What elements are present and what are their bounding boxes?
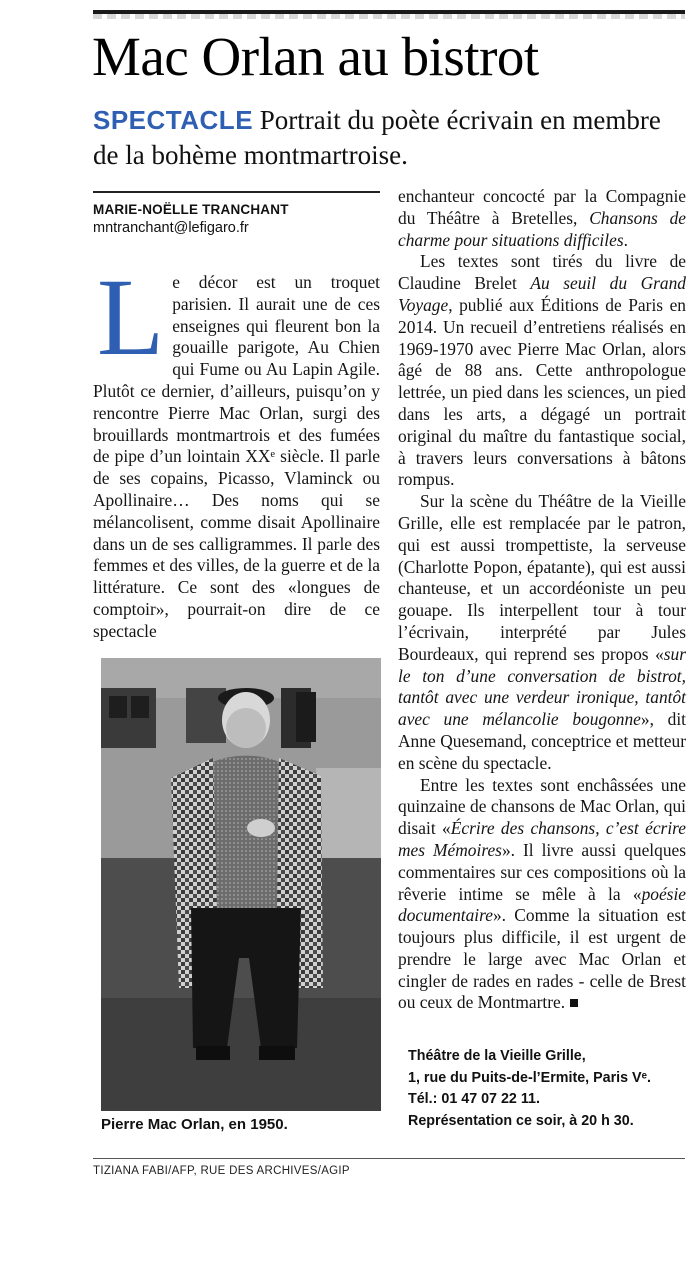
photo-caption: Pierre Mac Orlan, en 1950. [101, 1116, 288, 1133]
kicker-label: SPECTACLE [93, 105, 254, 135]
byline-rule [93, 191, 380, 193]
venue-address: 1, rue du Puits-de-l’Ermite, Paris Vᵉ. [408, 1069, 651, 1086]
portrait-photo [101, 658, 381, 1111]
author-name: MARIE-NOËLLE TRANCHANT [93, 202, 289, 217]
body-paragraph: Entre les textes sont enchâssées une quinzaine de chansons de Mac Orlan, qui disait «Écrire des chansons, c’est écrire mes Mémoires». Il livre aussi quelques commentaires sur ces compositions où la rêverie intime se mêle à la «poésie documentaire». Comme la situation est toujours plus difficile, il est urgent de prendre le large avec Mac Orlan et cingler de rades en rades - celle de Brest ou ceux de Montmartre. [398, 774, 686, 1013]
venue-name: Théâtre de la Vieille Grille, [408, 1048, 586, 1064]
deck-text: Portrait du poète écrivain en membre de la bohème montmartroise. [93, 105, 661, 170]
photo-image [101, 658, 381, 1111]
body-paragraph: enchanteur concocté par la Compagnie du Théâtre à Bretelles, Chansons de charme pour situations difficiles. [398, 186, 686, 250]
headline: Mac Orlan au bistrot [92, 26, 539, 87]
drop-cap: L [97, 256, 165, 378]
body-paragraph: Sur la scène du Théâtre de la Vieille Grille, elle est remplacée par le patron, qui est aussi trompettiste, la serveuse (Charlotte Popon, épatante), qui est aussi chanteuse, et un accordéoniste un peu gouape. Ils interpellent tour à tour l’écrivain, interprété par Jules Bourdeaux, qui reprend ses propos «sur le ton d’une conversation de bistrot, tantôt avec une verdeur ironique, tantôt avec une mélancolie bougonne», dit Anne Quesemand, conceptrice et metteur en scène du spectacle. [398, 491, 686, 773]
author-email[interactable]: mntranchant@lefigaro.fr [93, 220, 249, 236]
venue-phone: Tél.: 01 47 07 22 11. [408, 1091, 540, 1107]
right-column [398, 186, 686, 1014]
credit-rule [93, 1158, 685, 1159]
body-paragraph: Les textes sont tirés du livre de Claudine Brelet Au seuil du Grand Voyage, publié aux Éditions de Paris en 2014. Un recueil d’entretiens réalisés en 1969-1970 avec Pierre Mac Orlan, alors âgé de 88 ans. Cette anthropologue lettrée, un pied dans les sciences, un pied dans les arts, a dégagé un portrait original du maître du fantastique social, à travers leurs conversations à bâtons rompus. [398, 251, 686, 490]
left-column [93, 256, 380, 643]
top-rule-shadow [93, 14, 685, 19]
deck [93, 103, 688, 173]
venue-info [408, 1046, 651, 1132]
body-paragraph: e décor est un troquet parisien. Il aurait une de ces enseignes qui fleurent bon la gouaille parigote, Au Chien qui Fume ou Au Lapin Agile. Plutôt ce dernier, d’ailleurs, puisqu’on y rencontre Pierre Mac Orlan, surgi des brouillards montmartrois et des fumées de pipe d’un lointain XXᵉ siècle. Il parle de ses copains, Picasso, Vlaminck ou Apollinaire… Des noms qui se mélancolisent, comme disait Apollinaire dans un de ses calligrammes. Il parle des femmes et des villes, de la guerre et de la littérature. Ce sont des «longues de comptoir», pourrait-on dire de ce spectacle [93, 272, 380, 641]
end-mark-icon [570, 999, 578, 1007]
photo-credit: TIZIANA FABI/AFP, RUE DES ARCHIVES/AGIP [93, 1165, 350, 1177]
venue-showtime: Représentation ce soir, à 20 h 30. [408, 1112, 634, 1129]
